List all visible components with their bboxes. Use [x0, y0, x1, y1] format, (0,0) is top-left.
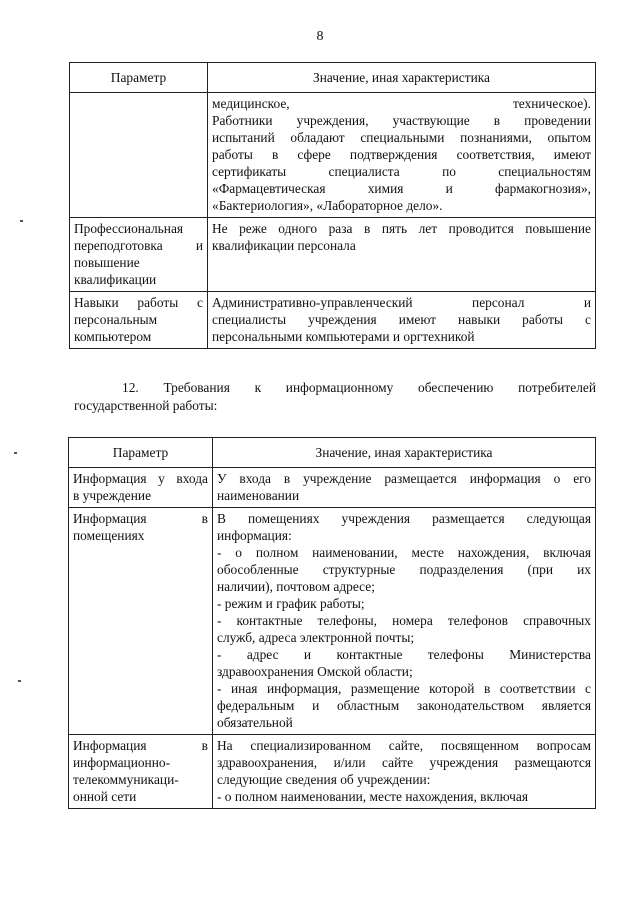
value-text-line: Работники учреждения, участвующие в проведении	[212, 113, 591, 128]
param-text-line: помещениях	[73, 528, 145, 543]
value-cell	[213, 735, 596, 809]
param-cell	[70, 218, 208, 292]
value-text-line: - контактные телефоны, номера телефонов справочных	[217, 613, 591, 628]
value-text-line: информация:	[217, 528, 292, 543]
param-cell	[69, 735, 213, 809]
value-text-line: «Бактериология», «Лабораторное дело».	[212, 198, 443, 213]
value-text-line: обязательной	[217, 715, 293, 730]
value-text-line: - о полном наименовании, месте нахождения, включая	[217, 545, 591, 560]
value-text-line: следующие сведения об учреждении:	[217, 772, 431, 787]
value-text-line: - адрес и контактные телефоны Министерства	[217, 647, 591, 662]
value-text-line: - иная информация, размещение которой в соответствии с	[217, 681, 591, 696]
value-cell	[208, 93, 596, 218]
param-text-line: повышение	[74, 255, 140, 270]
section-12-heading	[74, 379, 596, 415]
value-text-line: Не реже одного раза в пять лет проводится повышение	[212, 221, 591, 236]
value-cell	[213, 468, 596, 508]
param-text-line: информационно-	[73, 755, 171, 770]
section-12-line-2: государственной работы:	[74, 398, 218, 413]
param-cell	[70, 292, 208, 349]
value-text-line: служб, адреса электронной почты;	[217, 630, 415, 645]
value-cell	[208, 292, 596, 349]
param-text-line: Информация в	[73, 738, 208, 753]
param-cell	[70, 93, 208, 218]
value-text-line: - о полном наименовании, месте нахождения, включая	[217, 789, 529, 804]
value-text-line: специалисты учреждения имеют навыки работы с	[212, 312, 591, 327]
value-text-line: У входа в учреждение размещается информация о его	[217, 471, 591, 486]
value-text-line: «Фармацевтическая химия и фармакогнозия»,	[212, 181, 591, 196]
value-text-line: На специализированном сайте, посвященном вопросам	[217, 738, 591, 753]
param-text-line: персональным	[74, 312, 158, 327]
param-cell	[69, 508, 213, 735]
value-text-line: здравоохранения, и/или сайте учреждения размещаются	[217, 755, 591, 770]
section-12-line-1: 12. Требования к информационному обеспечению потребителей	[122, 380, 596, 395]
information-requirements-table	[68, 437, 596, 809]
table-row	[69, 735, 596, 809]
value-text-line: Административно-управленческий персонал и	[212, 295, 591, 310]
table-row	[70, 292, 596, 349]
param-text-line: онной сети	[73, 789, 137, 804]
value-text-line: персональными компьютерами и оргтехникой	[212, 329, 475, 344]
param-column-header: Параметр	[69, 438, 213, 468]
table-row	[70, 93, 596, 218]
scan-mark	[18, 680, 21, 682]
scan-mark	[20, 220, 23, 222]
param-text-line: Навыки работы с	[74, 295, 203, 310]
table-row	[70, 218, 596, 292]
table-header-row	[70, 63, 596, 93]
table-row	[69, 508, 596, 735]
value-text-line: В помещениях учреждения размещается следующая	[217, 511, 591, 526]
param-text-line: телекоммуникаци-	[73, 772, 179, 787]
page-number: 8	[316, 29, 324, 44]
table-row	[69, 468, 596, 508]
staff-requirements-table	[69, 62, 596, 349]
value-text-line: федеральным и областным законодательством является	[217, 698, 591, 713]
value-text-line: здравоохранения Омской области;	[217, 664, 413, 679]
value-column-header: Значение, иная характеристика	[208, 63, 596, 93]
param-text-line: переподготовка и	[74, 238, 203, 253]
value-text-line: работы в сфере подтверждения соответствия, имеют	[212, 147, 591, 162]
param-text-line: Информация в	[73, 511, 208, 526]
value-text-line: медицинское, техническое).	[212, 96, 591, 111]
value-text-line: наименовании	[217, 488, 300, 503]
param-text-line: Информация у входа	[73, 471, 208, 486]
param-text-line: компьютером	[74, 329, 152, 344]
value-text-line: - режим и график работы;	[217, 596, 365, 611]
value-text-line: испытаний обладают специальными познаниями, опытом	[212, 130, 591, 145]
value-cell	[208, 218, 596, 292]
param-text-line: квалификации	[74, 272, 157, 287]
param-text-line: Профессиональная	[74, 221, 184, 236]
value-text-line: сертификаты специалиста по специальностям	[212, 164, 591, 179]
value-cell	[213, 508, 596, 735]
param-text-line: в учреждение	[73, 488, 152, 503]
value-column-header: Значение, иная характеристика	[213, 438, 596, 468]
param-cell	[69, 468, 213, 508]
value-text-line: квалификации персонала	[212, 238, 356, 253]
value-text-line: обособленные структурные подразделения (при их	[217, 562, 591, 577]
value-text-line: наличии), почтовом адресе;	[217, 579, 375, 594]
table-header-row	[69, 438, 596, 468]
param-column-header: Параметр	[70, 63, 208, 93]
scan-mark	[14, 452, 17, 454]
